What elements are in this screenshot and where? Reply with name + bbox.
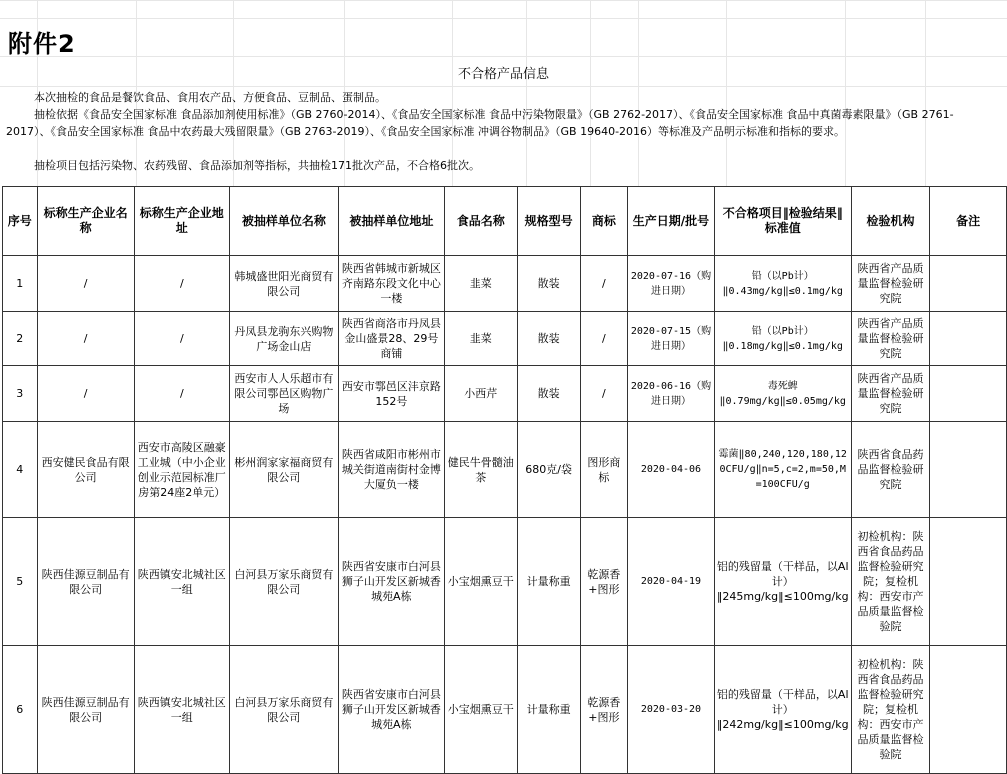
header-cell: 生产日期/批号 (628, 187, 715, 256)
table-cell: 计量称重 (517, 518, 580, 646)
header-cell: 检验机构 (851, 187, 930, 256)
gridline (0, 56, 1007, 57)
table-cell: 毒死蜱‖0.79mg/kg‖≤0.05mg/kg (714, 366, 851, 422)
intro-paragraph: 本次抽检的食品是餐饮食品、食用农产品、方便食品、豆制品、蛋制品。 (34, 91, 386, 104)
table-cell (930, 312, 1007, 366)
table-cell: 西安健民食品有限公司 (37, 422, 134, 518)
table-cell: 铅（以Pb计）‖0.18mg/kg‖≤0.1mg/kg (714, 312, 851, 366)
table-cell: / (134, 256, 229, 312)
table-row (3, 422, 1007, 518)
table-cell: 小宝烟熏豆干 (444, 646, 517, 774)
table-cell: 计量称重 (517, 646, 580, 774)
table-cell: 陕西省安康市白河县狮子山开发区新城香城苑A栋 (338, 646, 444, 774)
table-cell: / (37, 366, 134, 422)
table-cell: 陕西省食品药品监督检验研究院 (851, 422, 930, 518)
table-cell: 陕西镇安北城社区一组 (134, 518, 229, 646)
table-cell: 散装 (517, 256, 580, 312)
table-cell (930, 518, 1007, 646)
table-cell: 小宝烟熏豆干 (444, 518, 517, 646)
table-cell: 韭菜 (444, 256, 517, 312)
table-cell: 6 (3, 646, 38, 774)
table-cell: / (134, 312, 229, 366)
table-cell: 3 (3, 366, 38, 422)
table-cell: 2020-07-15（购进日期） (628, 312, 715, 366)
header-cell: 标称生产企业名称 (37, 187, 134, 256)
table-cell: / (580, 312, 627, 366)
table-cell: / (37, 312, 134, 366)
gridline (0, 18, 1007, 19)
table-cell: 2020-07-16（购进日期） (628, 256, 715, 312)
table-cell: 散装 (517, 366, 580, 422)
table-cell: 2020-04-06 (628, 422, 715, 518)
table-cell: / (37, 256, 134, 312)
table-cell: 1 (3, 256, 38, 312)
table-cell: 陕西佳源豆制品有限公司 (37, 646, 134, 774)
table-cell: 西安市鄠邑区沣京路152号 (338, 366, 444, 422)
table-row (3, 646, 1007, 774)
table-row (3, 256, 1007, 312)
table-cell: 陕西省安康市白河县狮子山开发区新城香城苑A栋 (338, 518, 444, 646)
table-row (3, 312, 1007, 366)
header-cell: 序号 (3, 187, 38, 256)
table-cell: 陕西省商洛市丹凤县金山盛景28、29号商铺 (338, 312, 444, 366)
table-cell (930, 646, 1007, 774)
table-cell: 彬州润家家福商贸有限公司 (229, 422, 338, 518)
header-cell: 商标 (580, 187, 627, 256)
table-cell: 韩城盛世阳光商贸有限公司 (229, 256, 338, 312)
table-cell: 4 (3, 422, 38, 518)
table-row (3, 518, 1007, 646)
table-cell: / (580, 366, 627, 422)
table-cell: 乾源香+图形 (580, 518, 627, 646)
table-cell (930, 256, 1007, 312)
table-cell: 初检机构：陕西省食品药品监督检验研究院；复检机构：西安市产品质量监督检验院 (851, 646, 930, 774)
table-row (3, 366, 1007, 422)
intro-paragraph: 抽检项目包括污染物、农药残留、食品添加剂等指标，共抽检171批次产品，不合格6批次。 (34, 159, 480, 172)
table-cell: 散装 (517, 312, 580, 366)
table-cell: 铅（以Pb计）‖0.43mg/kg‖≤0.1mg/kg (714, 256, 851, 312)
table-cell: 初检机构：陕西省食品药品监督检验研究院；复检机构：西安市产品质量监督检验院 (851, 518, 930, 646)
table-cell: 西安市人人乐超市有限公司鄠邑区购物广场 (229, 366, 338, 422)
table-cell: 陕西镇安北城社区一组 (134, 646, 229, 774)
table-cell: 小西芹 (444, 366, 517, 422)
table-cell: 霉菌‖80,240,120,180,120CFU/g‖n=5,c=2,m=50,M=100CFU/g (714, 422, 851, 518)
attachment-label: 附件2 (8, 30, 76, 58)
table-cell: 2020-06-16（购进日期） (628, 366, 715, 422)
table-cell: 2020-04-19 (628, 518, 715, 646)
table-cell: 2020-03-20 (628, 646, 715, 774)
table-cell: 陕西省韩城市新城区齐南路东段文化中心一楼 (338, 256, 444, 312)
table-header-row (3, 187, 1007, 256)
table-cell: 韭菜 (444, 312, 517, 366)
table-cell: 2 (3, 312, 38, 366)
document-title: 不合格产品信息 (457, 67, 549, 82)
table-cell: 白河县万家乐商贸有限公司 (229, 646, 338, 774)
table-cell: 图形商标 (580, 422, 627, 518)
table-cell: 陕西省产品质量监督检验研究院 (851, 366, 930, 422)
gridline (0, 0, 1007, 1)
table-cell: 陕西省产品质量监督检验研究院 (851, 312, 930, 366)
table-cell: / (134, 366, 229, 422)
header-cell: 标称生产企业地址 (134, 187, 229, 256)
table-cell: 丹凤县龙驹东兴购物广场金山店 (229, 312, 338, 366)
table-cell: 陕西省咸阳市彬州市城关街道南街村金博大厦负一楼 (338, 422, 444, 518)
header-cell: 规格型号 (517, 187, 580, 256)
header-cell: 被抽样单位地址 (338, 187, 444, 256)
gridline (0, 86, 1007, 87)
table-cell (930, 422, 1007, 518)
header-cell: 不合格项目‖检验结果‖标准值 (714, 187, 851, 256)
table-cell: 铝的残留量（干样品，以Al计）‖242mg/kg‖≤100mg/kg (714, 646, 851, 774)
table-cell: 680克/袋 (517, 422, 580, 518)
header-cell: 食品名称 (444, 187, 517, 256)
table-cell: 5 (3, 518, 38, 646)
table-cell: 健民牛骨髓油茶 (444, 422, 517, 518)
table-cell: 铝的残留量（干样品，以Al计）‖245mg/kg‖≤100mg/kg (714, 518, 851, 646)
header-cell: 被抽样单位名称 (229, 187, 338, 256)
table-cell: 白河县万家乐商贸有限公司 (229, 518, 338, 646)
table-cell: 乾源香+图形 (580, 646, 627, 774)
table-cell: 陕西省产品质量监督检验研究院 (851, 256, 930, 312)
table-cell: 西安市高陵区融豪工业城（中小企业创业示范园标准厂房第24座2单元） (134, 422, 229, 518)
unqualified-products-table (2, 186, 1007, 774)
intro-paragraph: 抽检依据《食品安全国家标准 食品添加剂使用标准》（GB 2760-2014）、《食品安全国家标准 食品中污染物限量》（GB 2762-2017）、《食品安全国家标准 食品中真菌毒素限量》（GB 2761-2017）、《食品安全国家标准 食品中农药最大残留限量》（GB 2763-2019）、《食品安全国家标准 冲调谷物制品》（GB 19640-2016）等标准及产品明示标准和指标的要求。 (6, 108, 954, 138)
table-cell (930, 366, 1007, 422)
table-cell: / (580, 256, 627, 312)
header-cell: 备注 (930, 187, 1007, 256)
table-cell: 陕西佳源豆制品有限公司 (37, 518, 134, 646)
